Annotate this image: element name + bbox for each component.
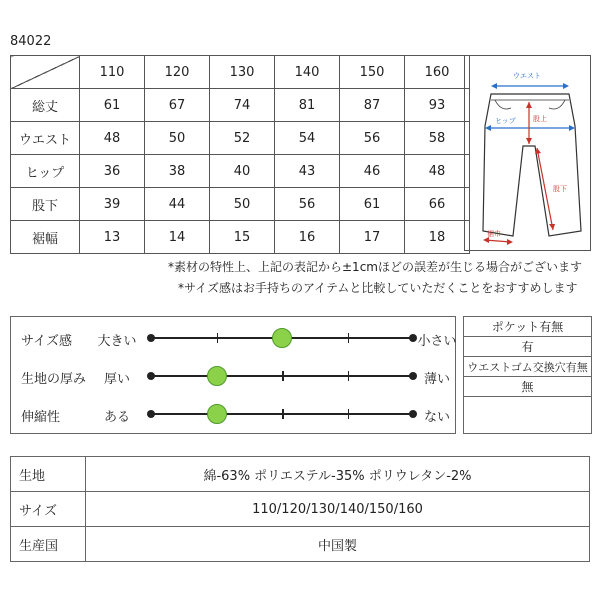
scale-end-dot bbox=[147, 334, 155, 342]
spec-row-origin bbox=[11, 527, 590, 562]
size-cell: 40 bbox=[210, 155, 275, 188]
note-compare: *サイズ感はお手持ちのアイテムと比較していただくことをおすすめします bbox=[178, 281, 578, 295]
size-cell: 50 bbox=[210, 188, 275, 221]
size-cell: 54 bbox=[275, 122, 340, 155]
size-cell: 67 bbox=[145, 89, 210, 122]
size-row-hem-width bbox=[11, 221, 470, 254]
size-cell: 38 bbox=[145, 155, 210, 188]
diagram-label-rise: 股上 bbox=[533, 115, 547, 123]
side-info-empty-cell bbox=[464, 397, 592, 434]
scale-tick bbox=[348, 409, 350, 419]
size-cell: 52 bbox=[210, 122, 275, 155]
corner-cell bbox=[11, 56, 80, 89]
feel-label: 生地の厚み bbox=[21, 372, 87, 387]
size-cell: 14 bbox=[145, 221, 210, 254]
pocket-header: ポケット有無 bbox=[464, 317, 592, 337]
size-cell: 48 bbox=[80, 122, 145, 155]
scale-end-dot bbox=[409, 334, 417, 342]
size-cell: 58 bbox=[405, 122, 470, 155]
size-cell: 56 bbox=[275, 188, 340, 221]
diagram-label-waist: ウエスト bbox=[513, 72, 541, 80]
size-col-header: 150 bbox=[340, 56, 405, 89]
note-tolerance: *素材の特性上、上記の表記から±1cmほどの誤差が生じる場合がございます bbox=[168, 260, 582, 274]
feel-scale-track bbox=[151, 375, 413, 377]
diagram-label-hem: 裾巾 bbox=[487, 230, 501, 238]
feel-scale-track bbox=[151, 337, 413, 339]
size-cell: 74 bbox=[210, 89, 275, 122]
size-cell: 61 bbox=[340, 188, 405, 221]
size-cell: 46 bbox=[340, 155, 405, 188]
spec-value: 中国製 bbox=[86, 527, 590, 562]
size-cell: 81 bbox=[275, 89, 340, 122]
pocket-value: 有 bbox=[464, 337, 592, 357]
size-col-header: 160 bbox=[405, 56, 470, 89]
size-cell: 87 bbox=[340, 89, 405, 122]
feel-panel bbox=[10, 316, 456, 434]
size-cell: 44 bbox=[145, 188, 210, 221]
spec-value: 綿-63% ポリエステル-35% ポリウレタン-2% bbox=[86, 457, 590, 492]
row-label: 股下 bbox=[11, 188, 80, 221]
size-cell: 48 bbox=[405, 155, 470, 188]
size-cell: 61 bbox=[80, 89, 145, 122]
spec-row-size bbox=[11, 492, 590, 527]
size-col-header: 130 bbox=[210, 56, 275, 89]
spec-row-fabric bbox=[11, 457, 590, 492]
size-cell: 17 bbox=[340, 221, 405, 254]
feel-right-label: 小さい bbox=[417, 334, 457, 349]
size-row-inseam bbox=[11, 188, 470, 221]
spec-key: 生地 bbox=[11, 457, 86, 492]
feel-row-stretch bbox=[11, 399, 457, 429]
pants-illustration bbox=[465, 56, 590, 250]
size-cell: 93 bbox=[405, 89, 470, 122]
size-col-header: 120 bbox=[145, 56, 210, 89]
scale-tick bbox=[348, 371, 350, 381]
pants-diagram bbox=[464, 55, 591, 251]
spec-key: 生産国 bbox=[11, 527, 86, 562]
scale-end-dot bbox=[409, 372, 417, 380]
size-cell: 18 bbox=[405, 221, 470, 254]
feel-right-label: 薄い bbox=[423, 372, 450, 387]
waist-rubber-hole-header: ウエストゴム交換穴有無 bbox=[464, 357, 592, 377]
size-cell: 50 bbox=[145, 122, 210, 155]
size-col-header: 110 bbox=[80, 56, 145, 89]
size-col-header: 140 bbox=[275, 56, 340, 89]
feel-level-marker bbox=[207, 366, 227, 386]
scale-end-dot bbox=[409, 410, 417, 418]
feel-label: サイズ感 bbox=[21, 334, 72, 349]
row-label: ヒップ bbox=[11, 155, 80, 188]
row-label: 総丈 bbox=[11, 89, 80, 122]
feel-row-size bbox=[11, 323, 457, 353]
row-label: ウエスト bbox=[11, 122, 80, 155]
size-row-hip bbox=[11, 155, 470, 188]
spec-table bbox=[10, 456, 590, 562]
scale-tick bbox=[217, 333, 219, 343]
row-label: 裾幅 bbox=[11, 221, 80, 254]
product-code: 84022 bbox=[10, 34, 52, 49]
feel-right-label: ない bbox=[423, 410, 450, 425]
scale-tick bbox=[282, 409, 284, 419]
feel-row-thickness bbox=[11, 361, 457, 391]
size-cell: 66 bbox=[405, 188, 470, 221]
diagram-label-inseam: 股下 bbox=[553, 185, 567, 193]
size-cell: 16 bbox=[275, 221, 340, 254]
spec-value: 110/120/130/140/150/160 bbox=[86, 492, 590, 527]
size-cell: 43 bbox=[275, 155, 340, 188]
scale-tick bbox=[348, 333, 350, 343]
scale-end-dot bbox=[147, 410, 155, 418]
feel-scale-track bbox=[151, 413, 413, 415]
scale-tick bbox=[282, 371, 284, 381]
waist-rubber-hole-value: 無 bbox=[464, 377, 592, 397]
size-row-waist bbox=[11, 122, 470, 155]
scale-end-dot bbox=[147, 372, 155, 380]
spec-key: サイズ bbox=[11, 492, 86, 527]
feel-level-marker bbox=[207, 404, 227, 424]
size-row-total-length bbox=[11, 89, 470, 122]
feel-left-label: 大きい bbox=[97, 334, 137, 349]
diagram-label-hip: ヒップ bbox=[495, 117, 516, 125]
feel-label: 伸縮性 bbox=[21, 410, 61, 425]
side-info-table bbox=[463, 316, 592, 434]
size-cell: 15 bbox=[210, 221, 275, 254]
size-header-row bbox=[11, 56, 470, 89]
feel-level-marker bbox=[272, 328, 292, 348]
size-cell: 39 bbox=[80, 188, 145, 221]
size-cell: 36 bbox=[80, 155, 145, 188]
size-table bbox=[10, 55, 470, 254]
size-cell: 56 bbox=[340, 122, 405, 155]
size-cell: 13 bbox=[80, 221, 145, 254]
feel-left-label: 厚い bbox=[103, 372, 130, 387]
feel-left-label: ある bbox=[103, 410, 130, 425]
